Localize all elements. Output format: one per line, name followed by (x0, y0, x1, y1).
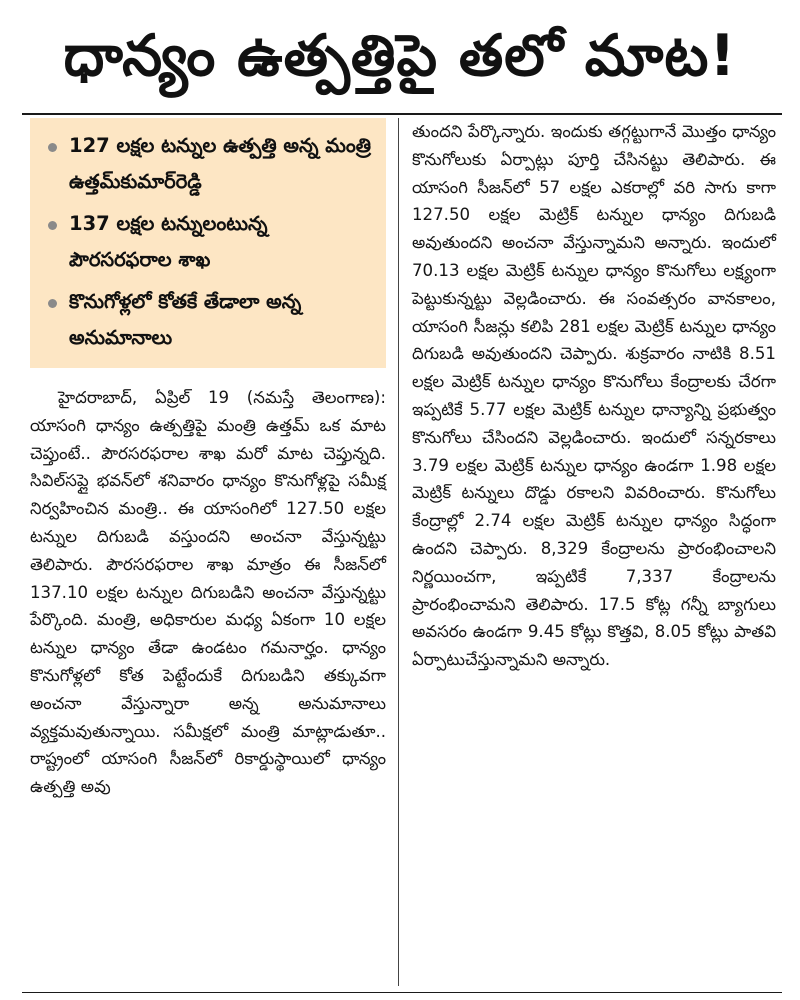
bullet-icon (48, 221, 57, 230)
column-divider (398, 118, 399, 986)
bullet-icon (48, 299, 57, 308)
highlight-item (48, 128, 374, 200)
article-column-right (412, 118, 776, 674)
highlight-text: 137 లక్షల టన్నులంటున్న పౌరసరఫరాల శాఖ (69, 212, 268, 271)
article-paragraph: తుందని పేర్కొన్నారు. ఇందుకు తగ్గట్టుగానే మొత్తం ధాన్యం కొనుగోలుకు ఏర్పాట్లు పూర్తి చేసినట్టు తెలిపారు. ఈ యాసంగి సీజన్‌లో 57 లక్షల ఎకరాల్లో వరి సాగు కాగా 127.50 లక్షల మెట్రిక్ టన్నుల ధాన్యం దిగుబడి అవుతుందని అంచనా వేస్తున్నామని అన్నారు. ఇందులో 70.13 లక్షల మెట్రిక్ టన్నుల ధాన్యం కొనుగోలు లక్ష్యంగా పెట్టుకున్నట్టు వెల్లడించారు. ఈ సంవత్సరం వానకాలం, యాసంగి సీజన్లు కలిపి 281 లక్షల మెట్రిక్ టన్నుల ధాన్యం దిగుబడి అవుతుందని చెప్పారు. శుక్రవారం నాటికి 8.51 లక్షల మెట్రిక్ టన్నుల ధాన్యం కొనుగోలు కేంద్రాలకు చేరగా ఇప్పటికే 5.77 లక్షల మెట్రిక్ టన్నుల ధాన్యాన్ని ప్రభుత్వం కొనుగోలు చేసిందని వెల్లడించారు. ఇందులో సన్నరకాలు 3.79 లక్షల మెట్రిక్ టన్నుల ధాన్యం ఉండగా 1.98 లక్షల మెట్రిక్ టన్నులు దొడ్డు రకాలని వివరించారు. కొనుగోలు కేంద్రాల్లో 2.74 లక్షల మెట్రిక్ టన్నుల ధాన్యం సిద్ధంగా ఉందని చెప్పారు. 8,329 కేంద్రాలను ప్రారంభించాలని నిర్ణయించగా, ఇప్పటికే 7,337 కేంద్రాలను ప్రారంభించామని తెలిపారు. 17.5 కోట్ల గన్నీ బ్యాగులు అవసరం ఉండగా 9.45 కోట్లు కొత్తవి, 8.05 కోట్లు పాతవి ఏర్పాటుచేస్తున్నామని అన్నారు. (412, 122, 776, 670)
highlight-item (48, 206, 374, 278)
highlight-text: కొనుగోళ్లలో కోతకే తేడాలా అన్న అనుమానాలు (69, 290, 302, 349)
highlights-box (30, 118, 386, 368)
top-rule (22, 113, 782, 115)
highlight-item (48, 284, 374, 356)
article-paragraph: హైదరాబాద్, ఏప్రిల్ 19 (నమస్తే తెలంగాణ): యాసంగి ధాన్యం ఉత్పత్తిపై మంత్రి ఉత్తమ్ ఒక మాట చెప్తుంటే.. పౌరసరఫరాల శాఖ మరో మాట చెప్తున్నది. సివిల్‌సప్లై భవన్‌లో శనివారం ధాన్యం కొనుగోళ్లపై సమీక్ష నిర్వహించిన మంత్రి.. ఈ యాసంగిలో 127.50 లక్షల టన్నుల దిగుబడి వస్తుందని అంచనా వేస్తున్నట్టు తెలిపారు. పౌరసరఫరాల శాఖ మాత్రం ఈ సీజన్‌లో 137.10 లక్షల టన్నుల దిగుబడిని అంచనా వేస్తున్నట్టు పేర్కొంది. మంత్రి, అధికారుల మధ్య ఏకంగా 10 లక్షల టన్నుల ధాన్యం తేడా ఉండటం గమనార్హం. ధాన్యం కొనుగోళ్లలో కోత పెట్టేందుకే దిగుబడిని తక్కువగా అంచనా వేస్తున్నారా అన్న అనుమానాలు వ్యక్తమవుతున్నాయి. సమీక్షలో మంత్రి మాట్లాడుతూ.. రాష్ట్రంలో యాసంగి సీజన్‌లో రికార్డుస్థాయిలో ధాన్యం ఉత్పత్తి అవు (30, 388, 386, 797)
headline: ధాన్యం ఉత్పత్తిపై తలో మాట! (63, 23, 737, 89)
bottom-rule (22, 992, 782, 993)
bullet-icon (48, 143, 57, 152)
article-column-left (30, 384, 386, 801)
highlight-text: 127 లక్షల టన్నుల ఉత్పత్తి అన్న మంత్రి ఉత్తమ్‌కుమార్‌రెడ్డి (69, 134, 372, 193)
